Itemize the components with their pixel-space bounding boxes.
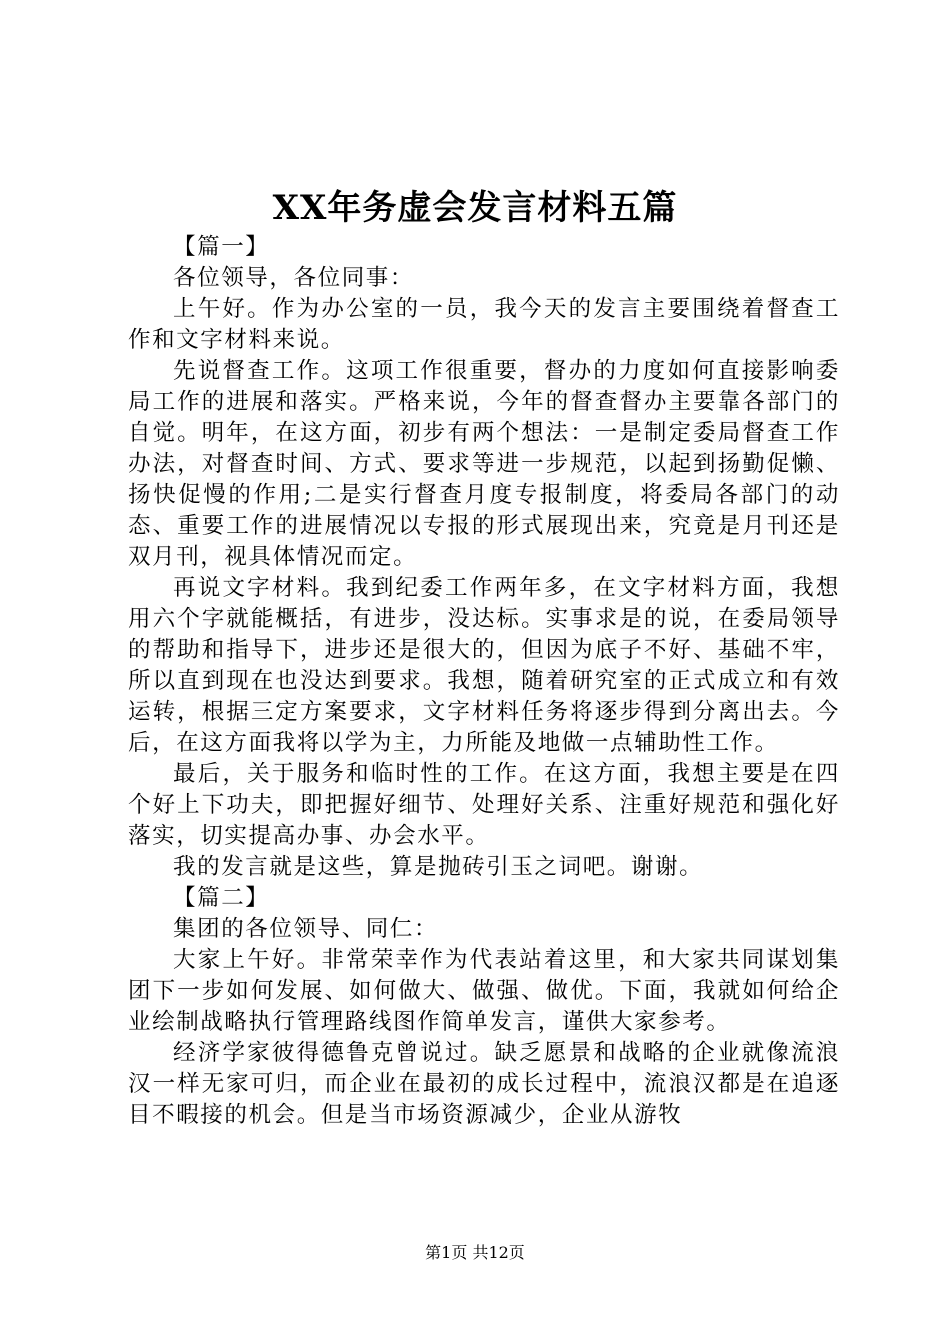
salutation: 集团的各位领导、同仁： xyxy=(173,916,439,942)
body-paragraph: 再说文字材料。我到纪委工作两年多，在文字材料方面，我想用六个字就能概括，有进步，没达标。实事求是的说，在委局领导的帮助和指导下，进步还是很大的，但因为底子不好、基础不牢，所以直到现在也没达到要求。我想，随着研究室的正式成立和有效运转，根据三定方案要求，文字材料任务将逐步得到分离出去。今后，在这方面我将以学为主，力所能及地做一点辅助性工作。 xyxy=(128,575,840,756)
body-paragraph: 大家上午好。非常荣幸作为代表站着这里，和大家共同谋划集团下一步如何发展、如何做大、做强、做优。下面，我就如何给企业绘制战略执行管理路线图作简单发言，谨供大家参考。 xyxy=(128,947,840,1035)
salutation: 各位领导，各位同事： xyxy=(173,265,415,291)
section-heading: 【篇一】 xyxy=(173,234,270,260)
document-title: XX年务虚会发言材料五篇 xyxy=(272,188,678,228)
body-paragraph: 先说督查工作。这项工作很重要，督办的力度如何直接影响委局工作的进展和落实。严格来说，今年的督查督办主要靠各部门的自觉。明年，在这方面，初步有两个想法：一是制定委局督查工作办法，对督查时间、方式、要求等进一步规范，以起到扬勤促懒、扬快促慢的作用;二是实行督查月度专报制度，将委局各部门的动态、重要工作的进展情况以专报的形式展现出来，究竟是月刊还是双月刊，视具体情况而定。 xyxy=(128,358,840,570)
body-paragraph: 上午好。作为办公室的一员，我今天的发言主要围绕着督查工作和文字材料来说。 xyxy=(128,296,840,353)
document-body xyxy=(128,232,840,1131)
body-paragraph: 我的发言就是这些，算是抛砖引玉之词吧。谢谢。 xyxy=(173,854,704,880)
body-paragraph: 最后，关于服务和临时性的工作。在这方面，我想主要是在四个好上下功夫，即把握好细节、处理好关系、注重好规范和强化好落实，切实提高办事、办会水平。 xyxy=(128,761,840,849)
section-heading: 【篇二】 xyxy=(173,885,270,911)
body-paragraph: 经济学家彼得德鲁克曾说过。缺乏愿景和战略的企业就像流浪汉一样无家可归，而企业在最初的成长过程中，流浪汉都是在追逐目不暇接的机会。但是当市场资源减少，企业从游牧 xyxy=(128,1040,840,1128)
page-footer: 第1页 共12页 xyxy=(425,1243,525,1262)
